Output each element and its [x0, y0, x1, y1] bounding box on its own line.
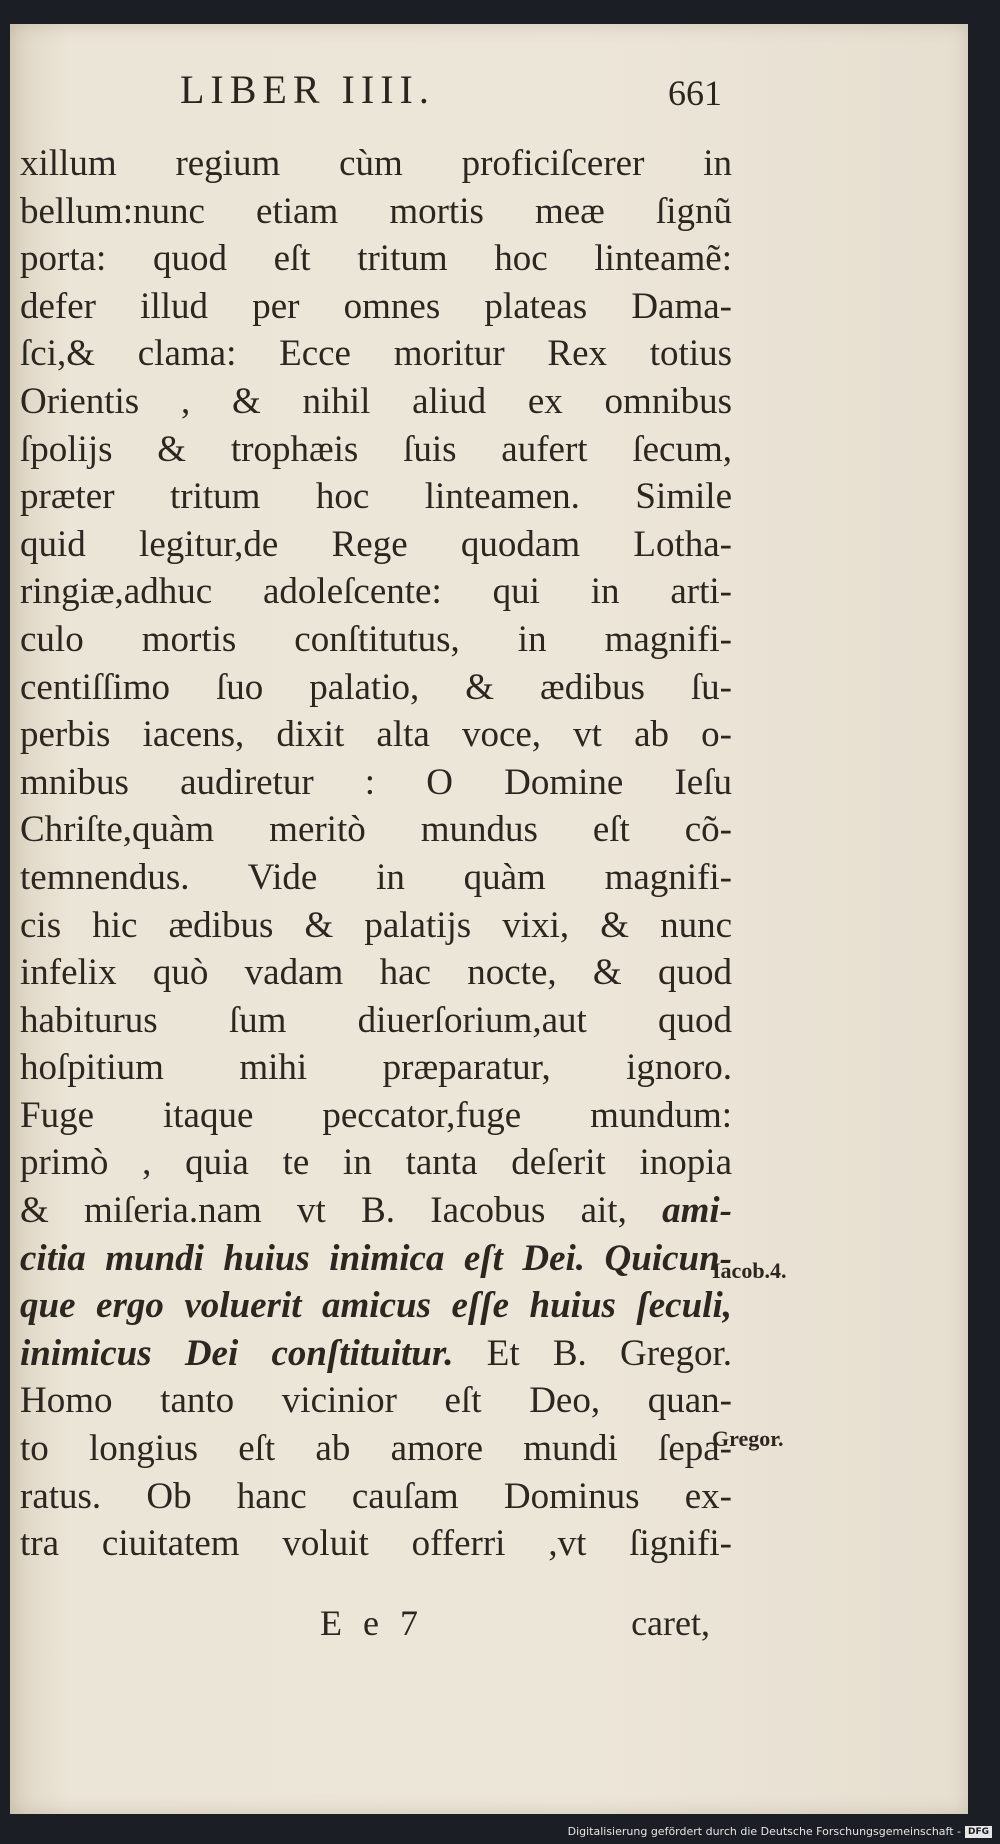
text-line-italic: ami-: [662, 1190, 732, 1232]
running-head-title: LIBER IIII.: [180, 67, 435, 112]
text-line: habiturus ſum diuerſorium,aut quod: [20, 999, 732, 1041]
text-line: præter tritum hoc linteamen. Simile: [20, 476, 732, 518]
dfg-logo: DFG: [965, 1826, 992, 1838]
text-line: centiſſimo ſuo palatio, & ædibus ſu-: [20, 666, 732, 708]
text-line: quid legitur,de Rege quodam Lotha-: [20, 523, 732, 565]
text-line: [20, 1187, 732, 1235]
page-number: 661: [668, 73, 722, 113]
text-line: defer illud per omnes plateas Dama-: [20, 285, 732, 327]
margin-note-gregor: Gregor.: [712, 1426, 784, 1451]
text-line: Fuge itaque peccator,fuge mundum:: [20, 1094, 732, 1136]
text-line: ſpolijs & trophæis ſuis aufert ſecum,: [20, 428, 732, 470]
text-line-quotation: que ergo voluerit amicus eſſe huius ſeculi,: [20, 1285, 732, 1327]
text-line: primò , quia te in tanta deſerit inopia: [20, 1142, 732, 1184]
text-line: [20, 1330, 732, 1378]
margin-note-jacob: Iacob.4.: [712, 1258, 787, 1283]
text-line: Orientis , & nihil aliud ex omnibus: [20, 380, 732, 422]
text-line: temnendus. Vide in quàm magnifi-: [20, 856, 732, 898]
digitization-credit: [568, 1825, 992, 1838]
text-line: ſci,& clama: Ecce moritur Rex totius: [20, 333, 732, 375]
catchline: [20, 1602, 710, 1650]
text-line: porta: quod eſt tritum hoc linteamẽ:: [20, 238, 732, 280]
text-line: Chriſte,quàm meritò mundus eſt cõ-: [20, 809, 732, 851]
text-line-roman: & miſeria.nam vt B. Iacobus ait,: [20, 1190, 627, 1232]
text-line: perbis iacens, dixit alta voce, vt ab o-: [20, 714, 732, 756]
body-text: [20, 140, 732, 1568]
text-line: mnibus audiretur : O Domine Ieſu: [20, 761, 732, 803]
signature-mark: E e 7: [320, 1603, 424, 1643]
text-line: tra ciuitatem voluit offerri ,vt ſignifi-: [20, 1523, 732, 1565]
text-line: ratus. Ob hanc cauſam Dominus ex-: [20, 1475, 732, 1517]
text-line: hoſpitium mihi præparatur, ignoro.: [20, 1047, 732, 1089]
text-line: to longius eſt ab amore mundi ſepa-: [20, 1428, 732, 1470]
text-line: culo mortis conſtitutus, in magnifi-: [20, 618, 732, 660]
catchword: caret,: [631, 1603, 710, 1643]
text-line-italic: inimicus Dei conſtituitur.: [20, 1332, 454, 1374]
credit-text: Digitalisierung gefördert durch die Deutsche Forschungsgemeinschaft -: [567, 1825, 961, 1838]
text-line: xillum regium cùm proficiſcerer in: [20, 143, 732, 184]
text-line-roman: Et B. Gregor.: [486, 1332, 732, 1374]
text-line: ringiæ,adhuc adoleſcente: qui in arti-: [20, 571, 732, 613]
text-line: infelix quò vadam hac nocte, & quod: [20, 952, 732, 994]
text-line-quotation: citia mundi huius inimica eſt Dei. Quicun-: [20, 1237, 732, 1279]
text-line: cis hic ædibus & palatijs vixi, & nunc: [20, 904, 732, 946]
text-line: bellum:nunc etiam mortis meæ ſignũ: [20, 190, 732, 232]
text-line: Homo tanto vicinior eſt Deo, quan-: [20, 1380, 732, 1422]
